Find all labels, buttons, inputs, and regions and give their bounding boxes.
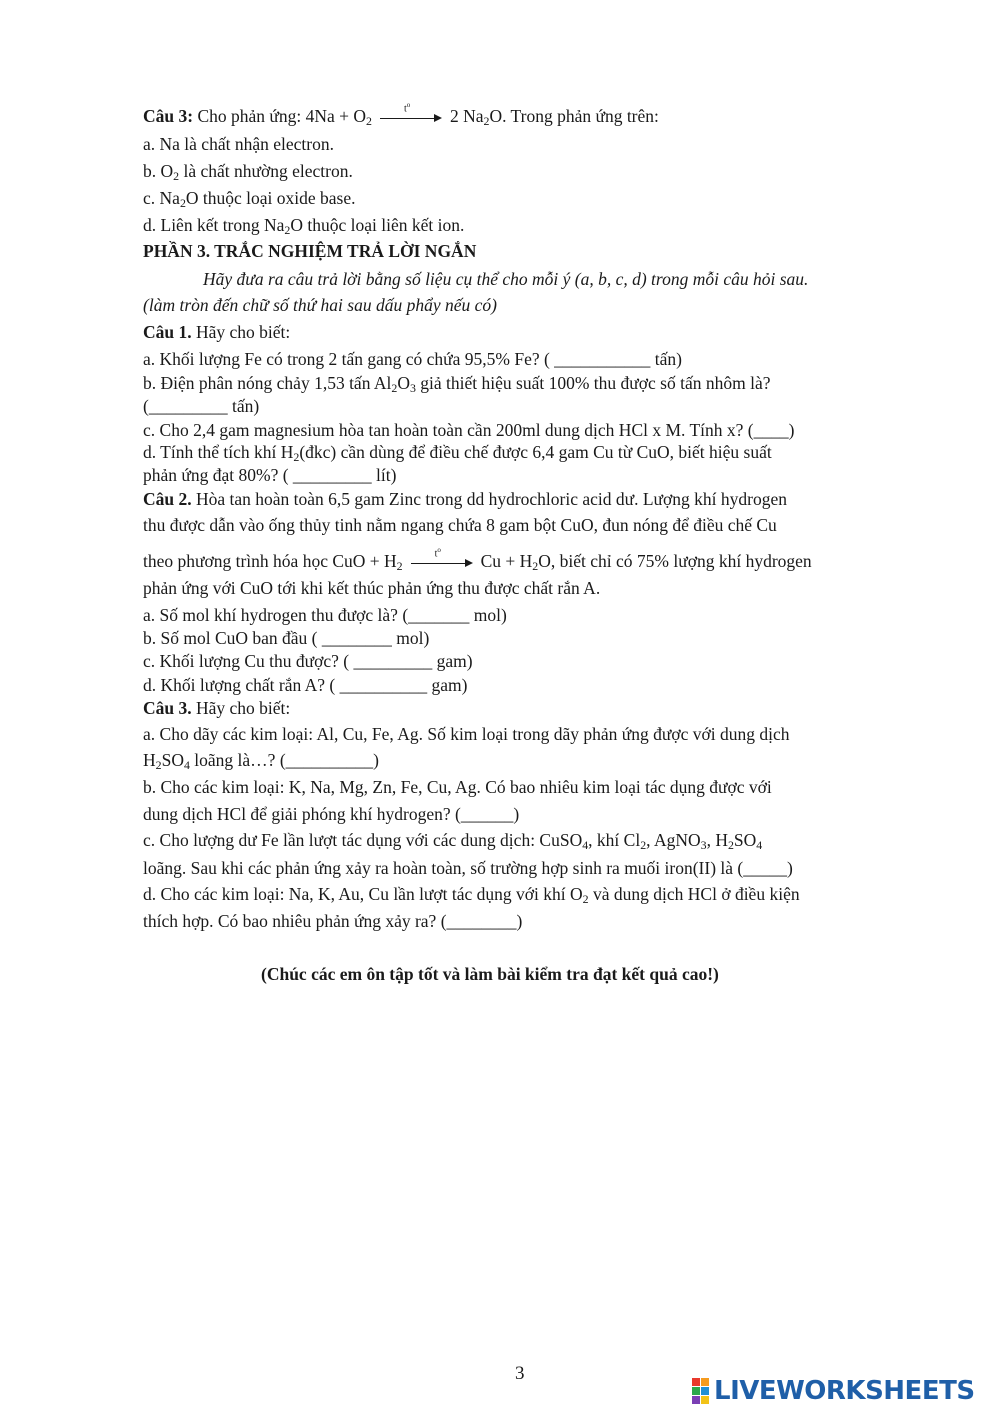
c3-item-d [143,883,800,905]
text: , AgNO [646,830,701,850]
c3-item-c [143,829,762,851]
c1-item-b-answer: (_________ tấn) [143,396,260,416]
c3-item-a: a. Cho dãy các kim loại: Al, Cu, Fe, Ag. Số kim loại trong dãy phản ứng được với dung dịch [143,724,790,744]
text: O [397,373,410,393]
arrow-label: t [434,548,438,560]
text: Cu + H [480,551,533,571]
subscript: 2 [483,113,490,128]
c2-item-d: d. Khối lượng chất rắn A? ( __________ gam) [143,675,468,695]
subscript: 2 [640,837,647,852]
logo-text: LIVEWORKSHEETS [714,1376,975,1406]
part3-instruction-note: (làm tròn đến chữ số thứ hai sau dấu phẩy nếu có) [143,295,497,315]
text: (đkc) cần dùng để điều chế được 6,4 gam Cu từ CuO, biết hiệu suất [299,442,772,462]
logo-icon [692,1378,709,1404]
q3-label: Câu 3: [143,106,194,126]
closing-message: (Chúc các em ôn tập tốt và làm bài kiểm tra đạt kết quả cao!) [261,964,719,984]
c2-line-3 [143,545,812,573]
c3-item-b-cont: dung dịch HCl để giải phóng khí hydrogen? (______) [143,804,520,824]
text: , khí Cl [588,830,641,850]
text: c. Cho lượng dư Fe lần lượt tác dụng với các dung dịch: CuSO [143,830,583,850]
c3-item-b: b. Cho các kim loại: K, Na, Mg, Zn, Fe, Cu, Ag. Có bao nhiêu kim loại tác dụng được với [143,777,772,797]
logo-tile [692,1396,700,1404]
q3-option-c [143,187,356,209]
arrow-label-sup: o [437,545,441,554]
subscript: 2 [727,837,734,852]
text: Hãy cho biết: [191,322,291,342]
c1-label: Câu 1. [143,322,192,342]
subscript: 4 [756,837,763,852]
subscript: 2 [173,168,180,183]
part3-heading: PHẦN 3. TRẮC NGHIỆM TRẢ LỜI NGẮN [143,241,477,261]
subscript: 2 [155,757,162,772]
arrow-label-sup: o [406,100,411,109]
subscript: 3 [409,380,416,395]
c2-line-4: phản ứng với CuO tới khi kết thúc phản ứng thu được chất rắn A. [143,578,601,598]
text: O thuộc loại oxide base. [185,188,356,208]
subscript: 2 [396,558,403,573]
logo-tile [701,1378,709,1386]
c1-item-a: a. Khối lượng Fe có trong 2 tấn gang có chứa 95,5% Fe? ( ___________ tấn) [143,349,683,369]
arrow-label: t [403,103,407,115]
text: d. Cho các kim loại: Na, K, Au, Cu lần lượt tác dụng với khí O [143,884,583,904]
text: là chất nhường electron. [179,161,353,181]
subscript: 2 [532,558,539,573]
c2-item-b: b. Số mol CuO ban đầu ( ________ mol) [143,628,430,648]
q3-option-a: a. Na là chất nhận electron. [143,134,334,154]
text: b. O [143,161,174,181]
text: , H [706,830,728,850]
logo-tile [701,1396,709,1404]
c3-heading [143,697,290,719]
text: và dung dịch HCl ở điều kiện [588,884,800,904]
c1-heading [143,321,290,343]
subscript: 4 [183,757,190,772]
text: H [143,750,156,770]
text: Hãy cho biết: [191,698,291,718]
part3-instruction: Hãy đưa ra câu trả lời bằng số liệu cụ thể cho mỗi ý (a, b, c, d) trong mỗi câu hỏi sau. [203,269,809,289]
c3-item-a-cont [143,749,379,771]
c1-item-d [143,441,772,463]
text: O, biết chỉ có 75% lượng khí hydrogen [538,551,812,571]
subscript: 2 [179,195,186,210]
logo-tile [701,1387,709,1395]
c1-item-d-answer: phản ứng đạt 80%? ( _________ lít) [143,465,397,485]
q3-option-d [143,214,464,236]
q3-option-b [143,160,353,182]
c2-line-1 [143,488,787,510]
liveworksheets-logo[interactable] [692,1376,975,1406]
subscript: 2 [582,891,589,906]
c3-item-d-cont: thích hợp. Có bao nhiêu phản ứng xảy ra? (________) [143,911,523,931]
c2-label: Câu 2. [143,489,192,509]
c3-item-c-cont: loãng. Sau khi các phản ứng xảy ra hoàn toàn, số trường hợp sinh ra muối iron(II) là (_____) [143,858,793,878]
q3-statement [143,100,659,128]
subscript: 2 [366,113,372,128]
text: c. Na [143,188,180,208]
text: d. Tính thể tích khí H [143,442,294,462]
text: O thuộc loại liên kết ion. [290,215,465,235]
subscript: 3 [700,837,707,852]
c2-item-c: c. Khối lượng Cu thu được? ( _________ gam) [143,651,473,671]
logo-tile [692,1387,700,1395]
q3-text: Cho phản ứng: 4Na + O [193,106,367,126]
text: giả thiết hiệu suất 100% thu được số tấn nhôm là? [415,373,771,393]
reaction-arrow-icon [380,100,442,125]
subscript: 2 [293,449,300,464]
page-number: 3 [515,1363,525,1384]
subscript: 2 [391,380,398,395]
c2-line-2: thu được dẫn vào ống thủy tinh nằm ngang chứa 8 gam bột CuO, đun nóng để điều chế Cu [143,515,777,535]
c2-item-a: a. Số mol khí hydrogen thu được là? (_______ mol) [143,605,507,625]
text: Hòa tan hoàn toàn 6,5 gam Zinc trong dd hydrochloric acid dư. Lượng khí hydrogen [191,489,788,509]
text: loãng là…? (__________) [189,750,379,770]
subscript: 2 [284,222,291,237]
text: theo phương trình hóa học CuO + H [143,551,397,571]
text: d. Liên kết trong Na [143,215,285,235]
c1-item-c: c. Cho 2,4 gam magnesium hòa tan hoàn toàn cần 200ml dung dịch HCl x M. Tính x? (____) [143,420,795,440]
reaction-arrow-icon [411,545,473,570]
c1-item-b [143,372,770,394]
subscript: 4 [582,837,589,852]
q3-text: O. Trong phản ứng trên: [489,106,659,126]
text: b. Điện phân nóng chảy 1,53 tấn Al [143,373,392,393]
text: SO [733,830,757,850]
text: SO [161,750,184,770]
logo-tile [692,1378,700,1386]
q3-text: 2 Na [449,106,484,126]
c3-label: Câu 3. [143,698,192,718]
